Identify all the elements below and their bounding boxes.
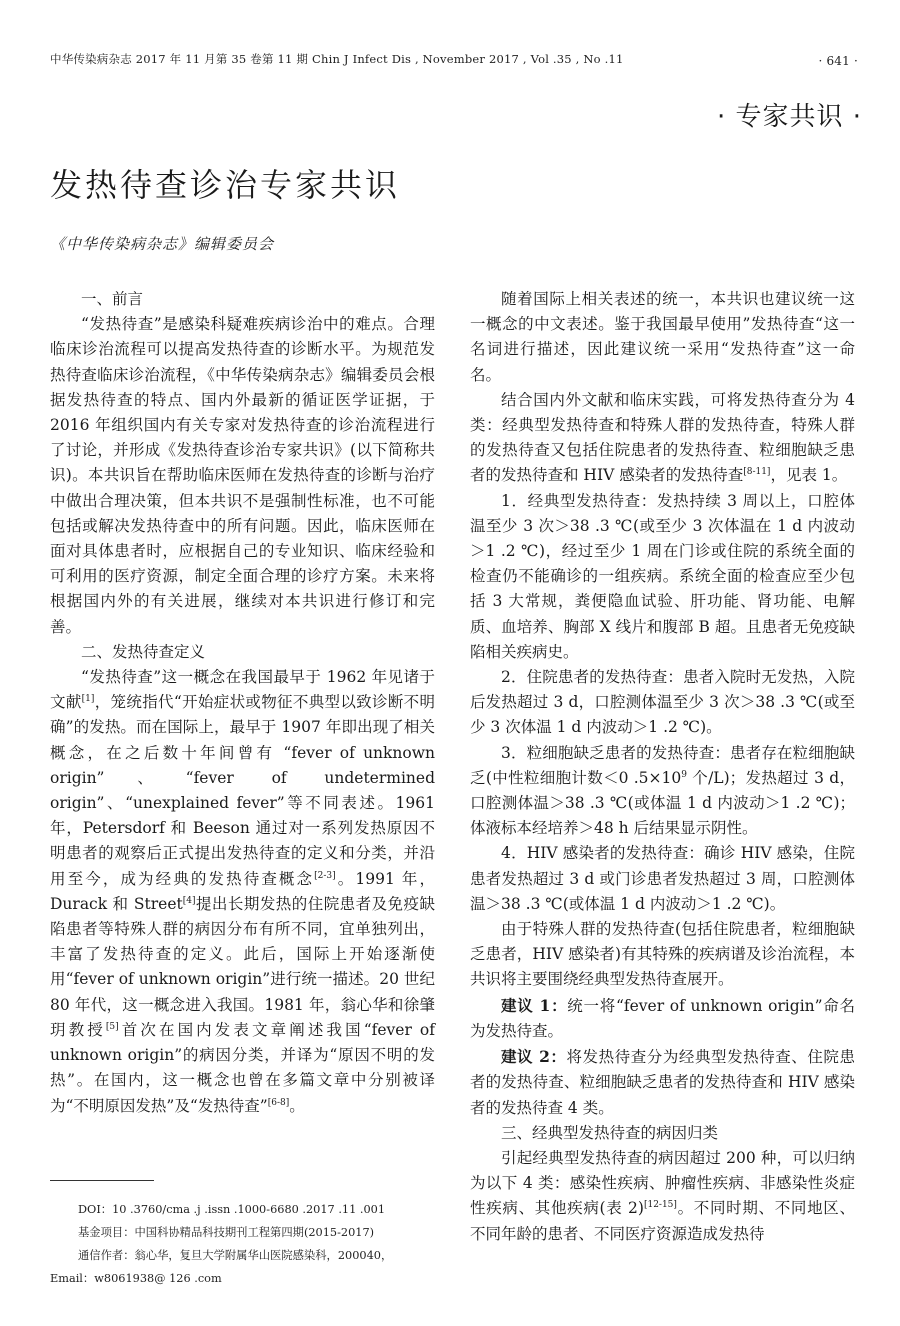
footnote-fund: 基金项目：中国科协精品科技期刊工程第四期(2015-2017) <box>78 1226 375 1239</box>
footnote-email: Email：w8061938@ 126 .com <box>50 1272 222 1285</box>
paragraph-neutropenic-fuo: 3．粒细胞缺乏患者的发热待查：患者存在粒细胞缺乏(中性粒细胞计数＜0 $.5\times 10^9$ 个/L)；发热超过 3 d，口腔测体温＞38 .3 ℃(或体温 1 d 内波动＞1 .2 ℃)；体液标本经培养＞48 h 后结果显示阴性。 <box>470 743 855 838</box>
paragraph-hiv-fuo: 4．HIV 感染者的发热待查：确诊 HIV 感染，住院患者发热超过 3 d 或门诊患者发热超过 3 周，口腔测体温＞38 .3 ℃(或体温 1 d 内波动＞1 .2 ℃)。 <box>470 844 855 913</box>
paragraph-etiology: 引起经典型发热待查的病因超过 200 种，可以归纳为以下 4 类：感染性疾病、肿瘤性疾病、非感染性炎症性疾病、其他疾病(表 2)[12-15]。不同时期、不同地区、不同年龄的患者、不同医疗资源造成发热待 <box>470 1148 855 1243</box>
recommendation-2: 建议 2：将发热待查分为经典型发热待查、住院患者的发热待查、粒细胞缺乏患者的发热待查和 HIV 感染者的发热待查 4 类。 <box>470 1047 855 1117</box>
journal-citation: 中华传染病杂志 2017 年 11 月第 35 卷第 11 期 Chin J Infect Dis , November 2017 , Vol .35 , No .11 <box>50 52 624 66</box>
left-column <box>50 287 435 1119</box>
paragraph-classic-fuo: 1．经典型发热待查：发热持续 3 周以上，口腔体温至少 3 次＞38 .3 ℃(或至少 3 次体温在 1 d 内波动＞1 .2 ℃)，经过至少 1 周在门诊或住院的系统全面的检查仍不能确诊的一组疾病。系统全面的检查应至少包括 3 大常规，粪便隐血试验、肝功能、肾功能、电解质、血培养、胸部 X 线片和腹部 B 超。且患者无免疫缺陷相关疾病史。 <box>470 491 855 661</box>
citation-ref: [2-3] <box>314 870 336 881</box>
heading-introduction: 一、前言 <box>81 290 144 308</box>
section-tag: · 专家共识 · <box>716 102 862 132</box>
paragraph-classification: 结合国内外文献和临床实践，可将发热待查分为 4 类：经典型发热待查和特殊人群的发热待查，特殊人群的发热待查又包括住院患者的发热待查、粒细胞缺乏患者的发热待查和 HIV 感染者的发热待查[8-11]，见表 1。 <box>470 390 855 485</box>
footnote-doi: DOI：10 .3760/cma .j .issn .1000-6680 .2017 .11 .001 <box>78 1203 386 1216</box>
paragraph-introduction: “发热待查”是感染科疑难疾病诊治中的难点。合理临床诊治流程可以提高发热待查的诊断水平。为规范发热待查临床诊治流程，《中华传染病杂志》编辑委员会根据发热待查的特点、国内外最新的循证医学证据，于 2016 年组织国内有关专家对发热待查的诊治流程进行了讨论，并形成《发热待查诊治专家共识》(以下简称共识)。本共识旨在帮助临床医师在发热待查的诊断与治疗中做出合理决策，但本共识不是强制性标准，也不可能包括或解决发热待查中的所有问题。因此，临床医师在面对具体患者时，应根据自己的专业知识、临床经验和可利用的医疗资源，制定全面合理的诊疗方案。未来将根据国内外的有关进展，继续对本共识进行修订和完善。 <box>50 315 435 636</box>
paragraph-terminology: 随着国际上相关表述的统一，本共识也建议统一这一概念的中文表述。鉴于我国最早使用”发热待查“这一名词进行描述，因此建议统一采用“发热待查”这一命名。 <box>470 290 855 384</box>
footnote-divider <box>50 1180 154 1181</box>
citation-ref: [1] <box>81 694 95 705</box>
citation-ref: [6-8] <box>267 1097 290 1108</box>
exponent: 9 <box>681 769 687 780</box>
paragraph-inpatient-fuo: 2．住院患者的发热待查：患者入院时无发热，入院后发热超过 3 d，口腔测体温至少 3 次＞38 .3 ℃(或至少 3 次体温 1 d 内波动＞1 .2 ℃)。 <box>470 668 855 737</box>
footnote-correspondence: 通信作者：翁心华，复旦大学附属华山医院感染科，200040， <box>78 1249 393 1262</box>
footnotes <box>50 1198 435 1290</box>
article-title: 发热待查诊治专家共识 <box>50 166 401 204</box>
citation-ref: [5] <box>105 1021 119 1032</box>
right-column <box>470 287 855 1247</box>
article-author: 《中华传染病杂志》编辑委员会 <box>50 235 275 253</box>
citation-ref: [8-11] <box>743 467 771 478</box>
heading-etiology: 三、经典型发热待查的病因归类 <box>501 1123 719 1142</box>
paragraph-definition: “发热待查”这一概念在我国最早于 1962 年见诸于文献[1]，笼统指代“开始症状或物征不典型以致诊断不明确”的发热。而在国际上，最早于 1907 年即出现了相关概念，在之后数十年间曾有 “fever of unknown origin”、“fever of undetermined origin”、“unexplained fever”等不同表述。1961 年，Petersdorf 和 Beeson 通过对一系列发热原因不明患者的观察后正式提出发热待查的定义和分类，并沿用至今，成为经典的发热待查概念[2-3]。1991 年，Durack 和 Street[4]提出长期发热的住院患者及免疫缺陷患者等特殊人群的病因分布有所不同，宜单独列出，丰富了发热待查的定义。此后，国际上开始逐渐使用“fever of unknown origin”进行统一描述。20 世纪 80 年代，这一概念进入我国。1981 年，翁心华和徐肇玥教授[5]首次在国内发表文章阐述我国“fever of unknown origin”的病因分类，并译为“原因不明的发热”。在国内，这一概念也曾在多篇文章中分别被译为“不明原因发热”及“发热待查”[6-8]。 <box>50 668 435 1115</box>
heading-definition: 二、发热待查定义 <box>81 642 206 661</box>
recommendation-1: 建议 1：统一将“fever of unknown origin”命名为发热待查。 <box>470 995 855 1040</box>
paragraph-scope: 由于特殊人群的发热待查(包括住院患者，粒细胞缺乏患者，HIV 感染者)有其特殊的疾病谱及诊治流程，本共识将主要围绕经典型发热待查展开。 <box>470 920 855 989</box>
citation-ref: [12-15] <box>643 1200 677 1211</box>
citation-ref: [4] <box>182 895 196 906</box>
page-number: · 641 · <box>818 54 858 68</box>
